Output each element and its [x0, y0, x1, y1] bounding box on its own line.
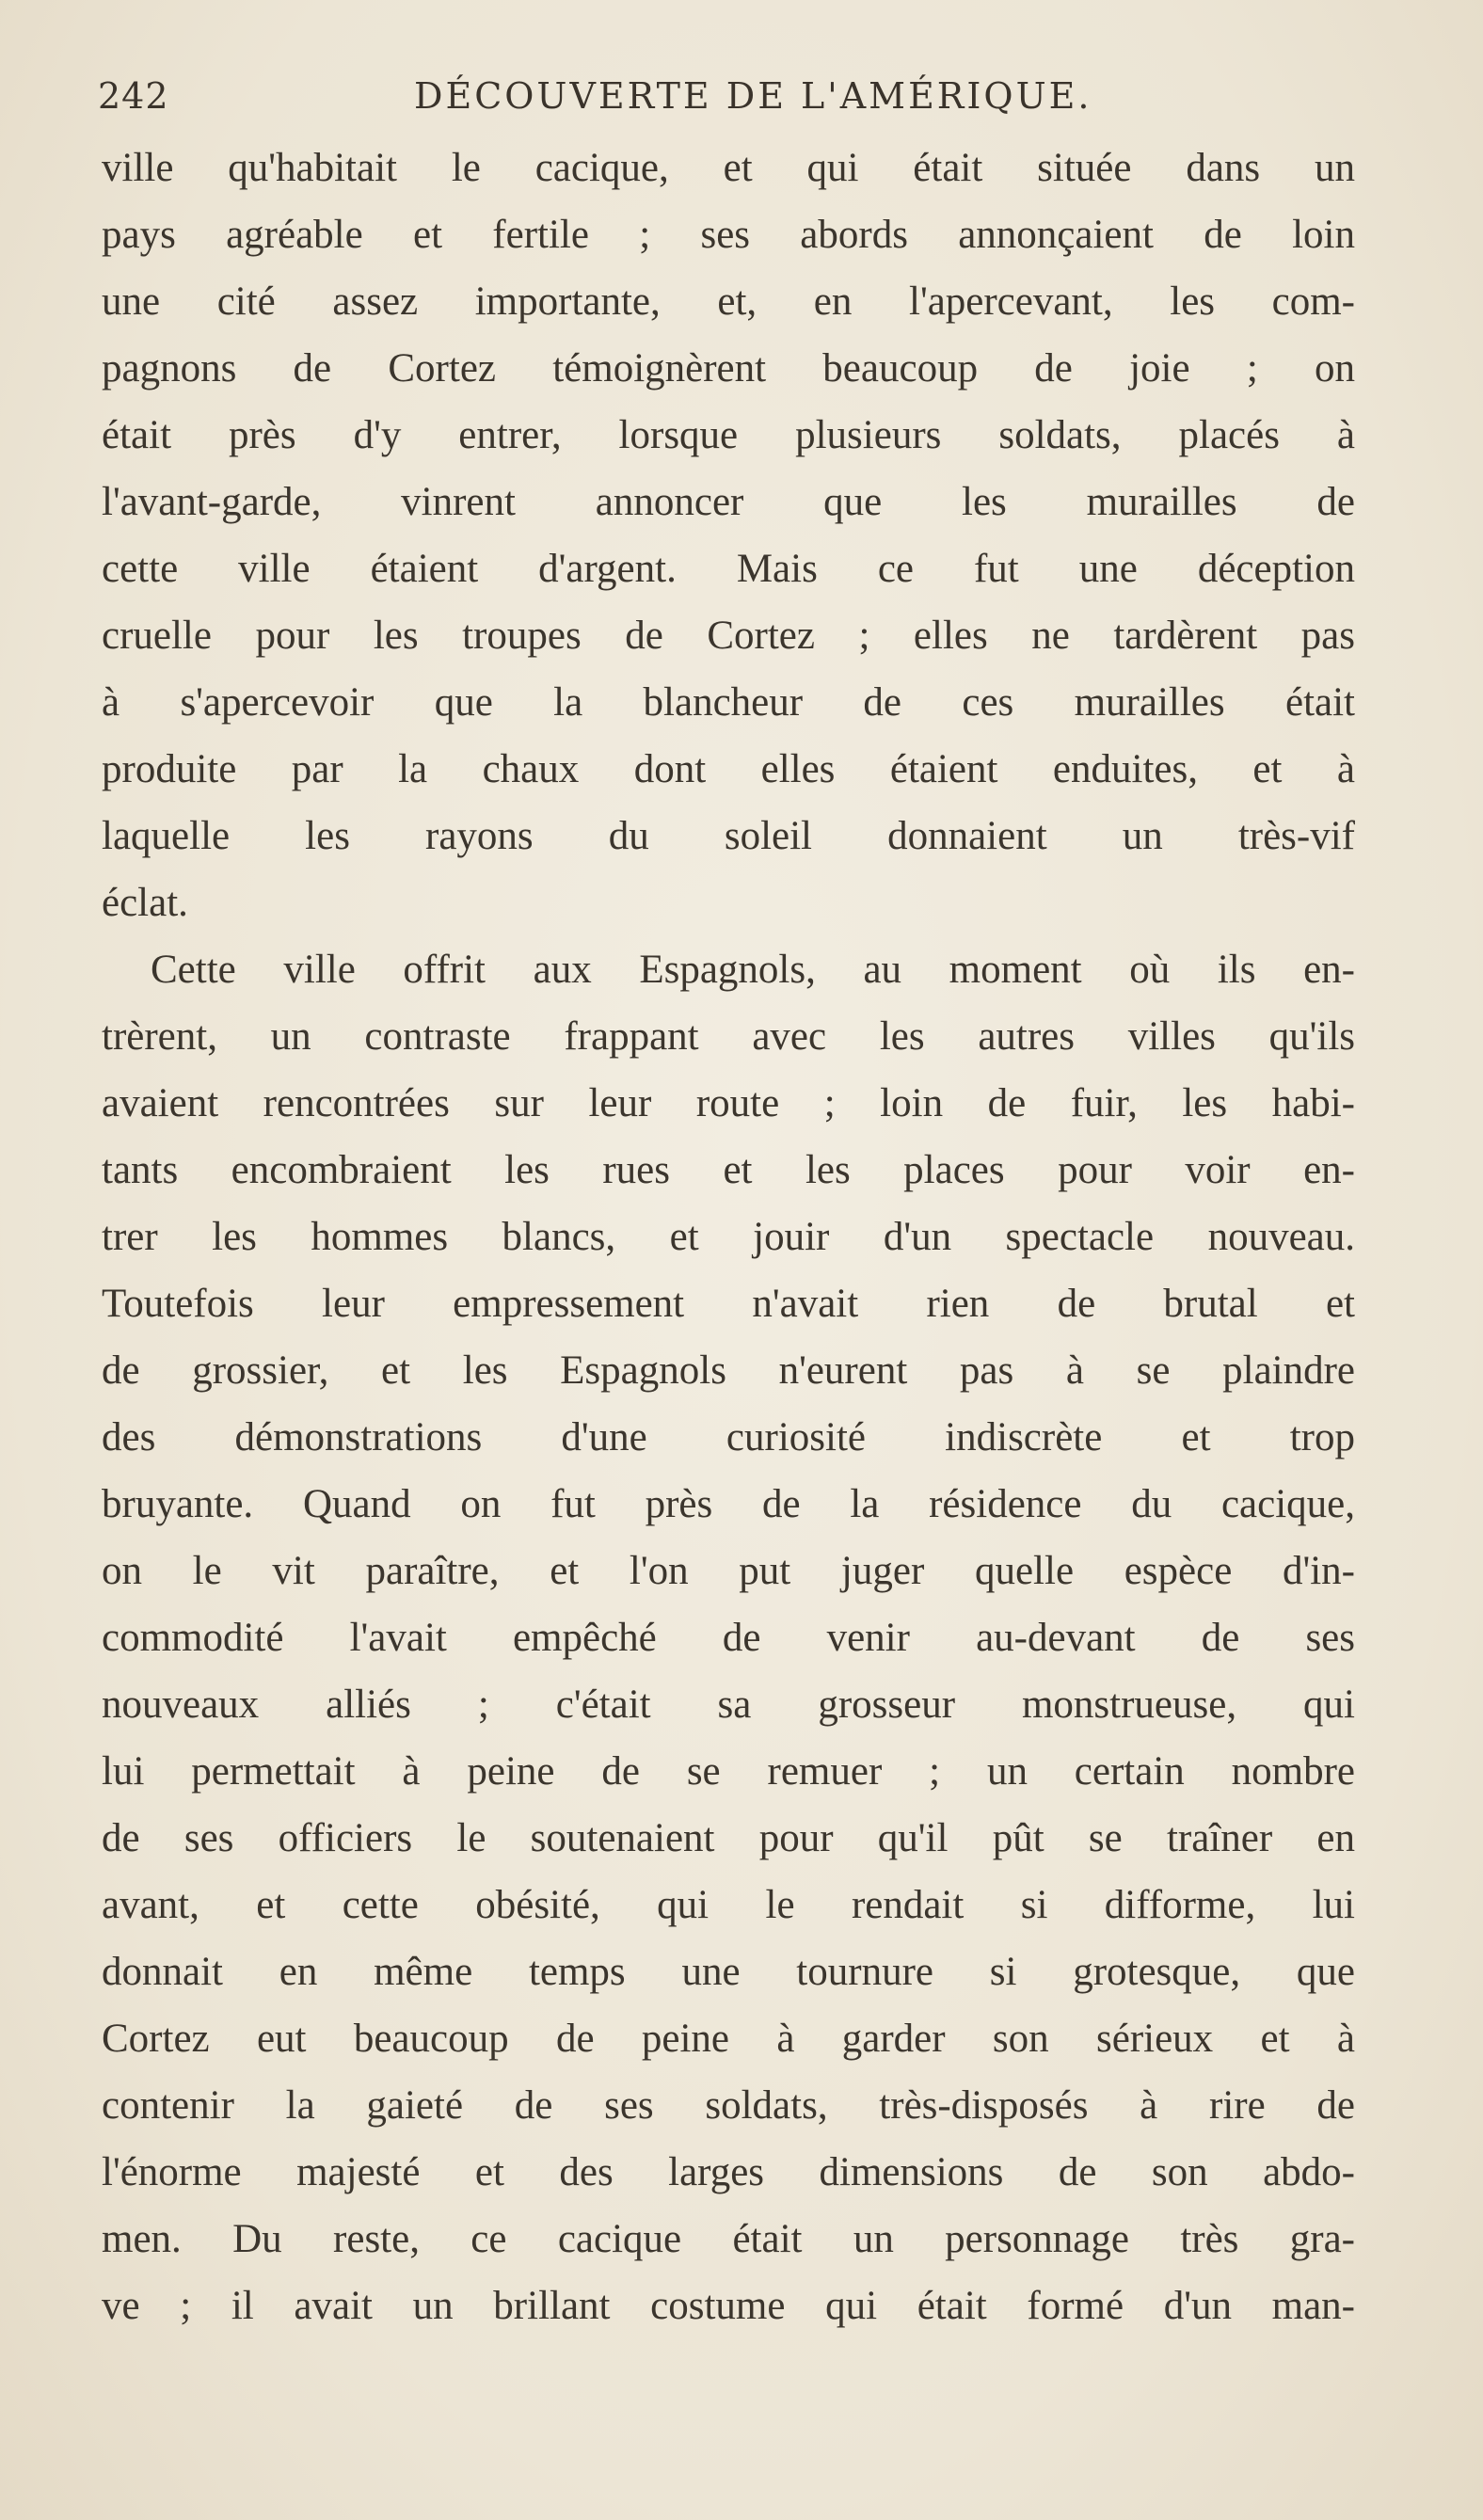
- text-line: produite par la chaux dont elles étaient enduites, et à: [102, 747, 1355, 791]
- text-line: à s'apercevoir que la blancheur de ces murailles était: [102, 680, 1355, 725]
- text-line: bruyante. Quand on fut près de la résidence du cacique,: [102, 1482, 1355, 1526]
- text-line: ve ; il avait un brillant costume qui était formé d'un man-: [102, 2284, 1355, 2328]
- text-line: pays agréable et fertile ; ses abords annonçaient de loin: [102, 213, 1355, 257]
- text-line: laquelle les rayons du soleil donnaient un très-vif: [102, 814, 1355, 858]
- text-line: commodité l'avait empêché de venir au-devant de ses: [102, 1616, 1355, 1660]
- paragraph-end-line: éclat.: [102, 881, 188, 925]
- text-line: de ses officiers le soutenaient pour qu'il pût se traîner en: [102, 1816, 1355, 1860]
- page-number: 242: [98, 75, 169, 117]
- text-line: était près d'y entrer, lorsque plusieurs soldats, placés à: [102, 413, 1355, 457]
- paragraph-start-line: Cette ville offrit aux Espagnols, au moment où ils en-: [151, 948, 1355, 992]
- page-header: [94, 75, 1393, 132]
- running-title: DÉCOUVERTE DE L'AMÉRIQUE.: [414, 75, 1092, 117]
- text-line: nouveaux alliés ; c'était sa grosseur monstrueuse, qui: [102, 1683, 1355, 1727]
- text-line: ville qu'habitait le cacique, et qui était située dans un: [102, 146, 1355, 190]
- text-line: cruelle pour les troupes de Cortez ; elles ne tardèrent pas: [102, 614, 1355, 658]
- text-line: cette ville étaient d'argent. Mais ce fut une déception: [102, 547, 1355, 591]
- text-line: de grossier, et les Espagnols n'eurent pas à se plaindre: [102, 1348, 1355, 1393]
- text-line: avaient rencontrées sur leur route ; loin de fuir, les habi-: [102, 1081, 1355, 1125]
- text-line: donnait en même temps une tournure si grotesque, que: [102, 1950, 1355, 1994]
- text-line: men. Du reste, ce cacique était un personnage très gra-: [102, 2217, 1355, 2261]
- text-line: une cité assez importante, et, en l'apercevant, les com-: [102, 279, 1355, 324]
- body-text: [102, 135, 1355, 2339]
- text-line: l'avant-garde, vinrent annoncer que les murailles de: [102, 480, 1355, 524]
- text-line: trer les hommes blancs, et jouir d'un spectacle nouveau.: [102, 1215, 1355, 1259]
- text-line: pagnons de Cortez témoignèrent beaucoup de joie ; on: [102, 346, 1355, 391]
- text-line: des démonstrations d'une curiosité indiscrète et trop: [102, 1415, 1355, 1459]
- text-line: l'énorme majesté et des larges dimensions de son abdo-: [102, 2150, 1355, 2194]
- text-line: Toutefois leur empressement n'avait rien de brutal et: [102, 1282, 1355, 1326]
- text-line: lui permettait à peine de se remuer ; un certain nombre: [102, 1749, 1355, 1794]
- text-line: tants encombraient les rues et les places pour voir en-: [102, 1148, 1355, 1192]
- text-line: on le vit paraître, et l'on put juger quelle espèce d'in-: [102, 1549, 1355, 1593]
- text-line: avant, et cette obésité, qui le rendait si difforme, lui: [102, 1883, 1355, 1927]
- text-line: trèrent, un contraste frappant avec les autres villes qu'ils: [102, 1014, 1355, 1059]
- text-line: Cortez eut beaucoup de peine à garder son sérieux et à: [102, 2017, 1355, 2061]
- text-line: contenir la gaieté de ses soldats, très-disposés à rire de: [102, 2083, 1355, 2128]
